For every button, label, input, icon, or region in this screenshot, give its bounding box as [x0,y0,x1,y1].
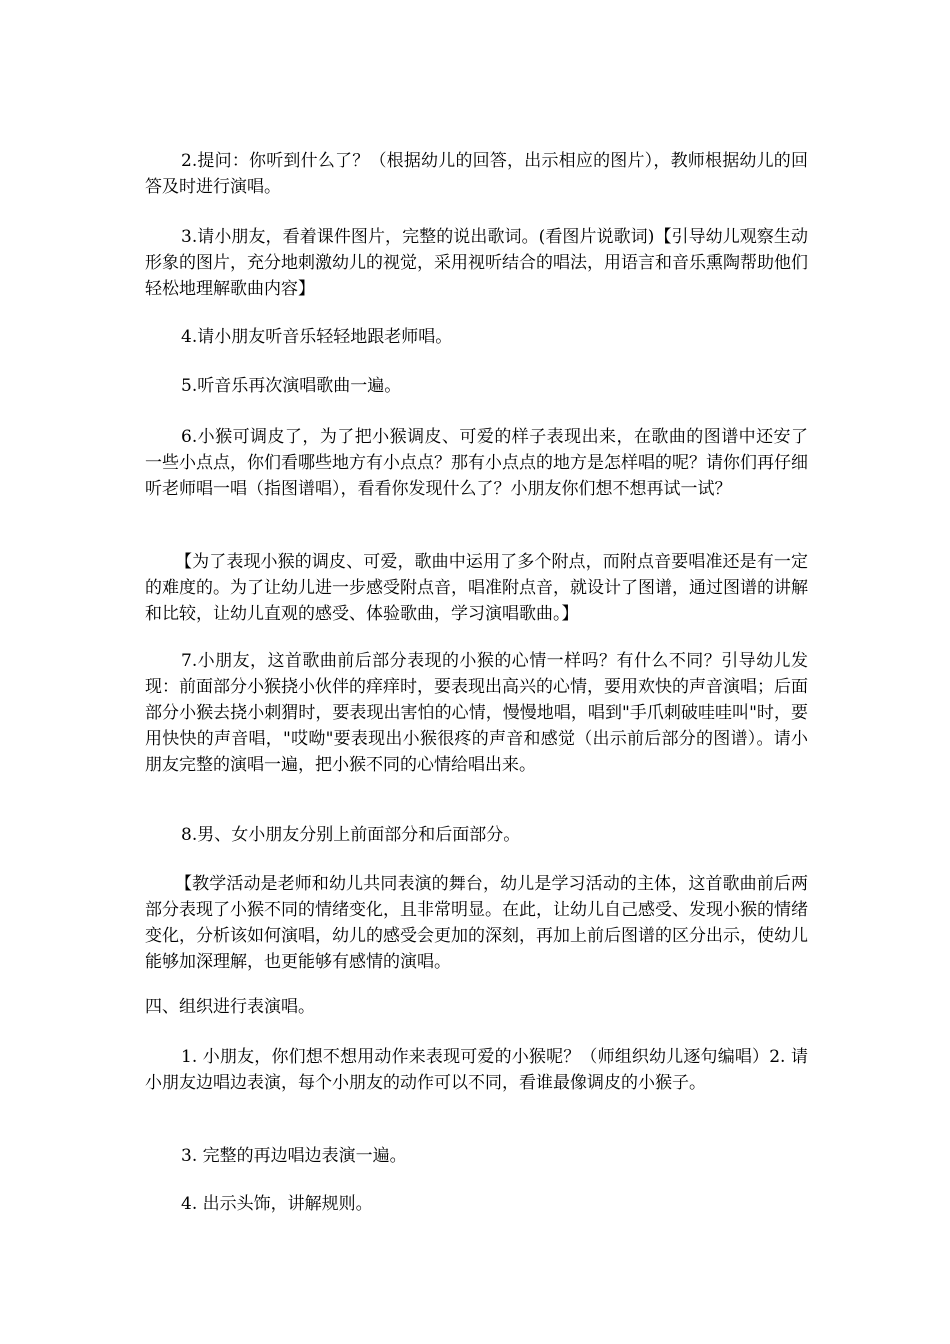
paragraph-step-6: 6.小猴可调皮了，为了把小猴调皮、可爱的样子表现出来，在歌曲的图谱中还安了一些小点点，你们看哪些地方有小点点？那有小点点的地方是怎样唱的呢？请你们再仔细听老师唱一唱（指图谱唱），看看你发现什么了？小朋友你们想不想再试一试？ [145,427,808,499]
paragraph-section-4-step-3: 3. 完整的再边唱边表演一遍。 [181,1146,407,1166]
paragraph-step-8: 8.男、女小朋友分别上前面部分和后面部分。 [181,825,521,845]
paragraph-step-3: 3.请小朋友，看着课件图片，完整的说出歌词。(看图片说歌词)【引导幼儿观察生动形象的图片，充分地刺激幼儿的视觉，采用视听结合的唱法，用语言和音乐熏陶帮助他们轻松地理解歌曲内容】 [145,227,808,299]
section-heading-4: 四、组织进行表演唱。 [145,997,315,1017]
paragraph-step-7: 7.小朋友，这首歌曲前后部分表现的小猴的心情一样吗？有什么不同？引导幼儿发现：前面部分小猴挠小伙伴的痒痒时，要表现出高兴的心情，要用欢快的声音演唱；后面部分小猴去挠小刺猬时，要表现出害怕的心情，慢慢地唱，唱到"手爪刺破哇哇叫"时，要用快快的声音唱，"哎呦"要表现出小猴很疼的声音和感觉（出示前后部分的图谱）。请小朋友完整的演唱一遍，把小猴不同的心情给唱出来。 [145,651,808,775]
paragraph-step-4: 4.请小朋友听音乐轻轻地跟老师唱。 [181,327,453,347]
paragraph-section-4-step-1-2: 1. 小朋友，你们想不想用动作来表现可爱的小猴呢？（师组织幼儿逐句编唱）2. 请小朋友边唱边表演，每个小朋友的动作可以不同，看谁最像调皮的小猴子。 [145,1047,808,1093]
paragraph-section-4-step-4: 4. 出示头饰，讲解规则。 [181,1194,373,1214]
paragraph-step-8-note: 【教学活动是老师和幼儿共同表演的舞台，幼儿是学习活动的主体，这首歌曲前后两部分表现了小猴不同的情绪变化，且非常明显。在此，让幼儿自己感受、发现小猴的情绪变化，分析该如何演唱，幼儿的感受会更加的深刻，再加上前后图谱的区分出示，使幼儿能够加深理解，也更能够有感情的演唱。 [145,874,808,972]
paragraph-step-5: 5.听音乐再次演唱歌曲一遍。 [181,376,402,396]
paragraph-step-2: 2.提问：你听到什么了？（根据幼儿的回答，出示相应的图片），教师根据幼儿的回答及时进行演唱。 [145,151,808,197]
paragraph-step-6-note: 【为了表现小猴的调皮、可爱，歌曲中运用了多个附点，而附点音要唱准还是有一定的难度的。为了让幼儿进一步感受附点音，唱准附点音，就设计了图谱，通过图谱的讲解和比较，让幼儿直观的感受、体验歌曲，学习演唱歌曲。】 [145,552,808,624]
